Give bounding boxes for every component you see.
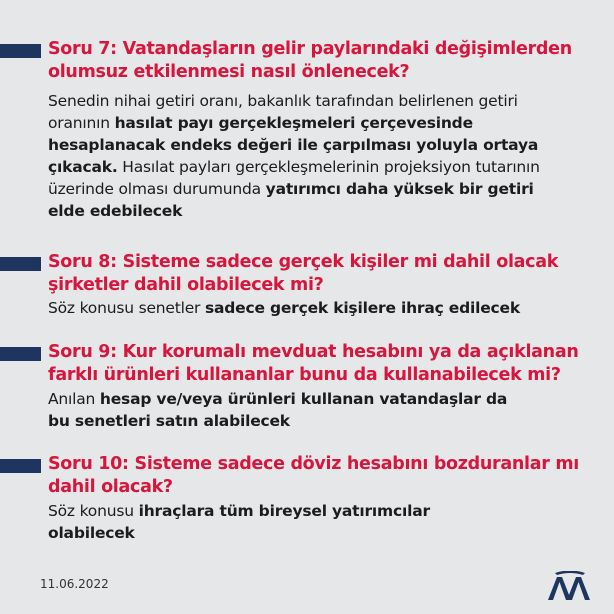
answer-emphasis: yatırımcı daha yüksek bir getiri elde edebilecek — [48, 180, 534, 220]
question-10: Soru 10: Sisteme sadece döviz hesabını bozduranlar mı dahil olacak? — [48, 454, 580, 497]
section-marker — [0, 459, 41, 473]
answer-text: Söz konusu senetler — [48, 299, 205, 317]
answer-emphasis: ihraçlara tüm bireysel yatırımcılar olabilecek — [48, 502, 430, 542]
section-marker — [0, 44, 41, 58]
question-8: Soru 8: Sisteme sadece gerçek kişiler mi dahil olacak şirketler dahil olabilecek mi? — [48, 252, 559, 295]
answer-9 — [48, 388, 508, 432]
answer-text: Hasılat payları gerçekleşmelerinin projeksiyon tutarının üzerinde olması durumunda — [48, 158, 540, 198]
answer-7 — [48, 90, 568, 222]
answer-emphasis: sadece gerçek kişilere ihraç edilecek — [204, 299, 520, 317]
answer-emphasis: hasılat payı gerçekleşmeleri çerçevesinde hesaplanacak endeks değeri ile çarpılması yoluyla ortaya çıkacak. — [48, 114, 539, 176]
question-7: Soru 7: Vatandaşların gelir paylarındaki değişimlerden olumsuz etkilenmesi nasıl önlenecek? — [48, 39, 572, 82]
aa-logo-icon — [546, 571, 594, 601]
section-marker — [0, 347, 41, 361]
answer-emphasis: hesap ve/veya ürünleri kullanan vatandaşlar da bu senetleri satın alabilecek — [48, 390, 508, 430]
answer-text: Anılan — [48, 390, 100, 408]
question-9: Soru 9: Kur korumalı mevduat hesabını ya da açıklanan farklı ürünleri kullananlar bunu da kullanabilecek mi? — [48, 342, 579, 385]
answer-8 — [48, 297, 588, 319]
section-marker — [0, 257, 41, 271]
answer-text: Senedin nihai getiri oranı, bakanlık tarafından belirlenen getiri oranının — [48, 92, 518, 132]
answer-text: Söz konusu — [48, 502, 139, 520]
answer-10 — [48, 500, 468, 544]
publish-date: 11.06.2022 — [40, 577, 109, 591]
